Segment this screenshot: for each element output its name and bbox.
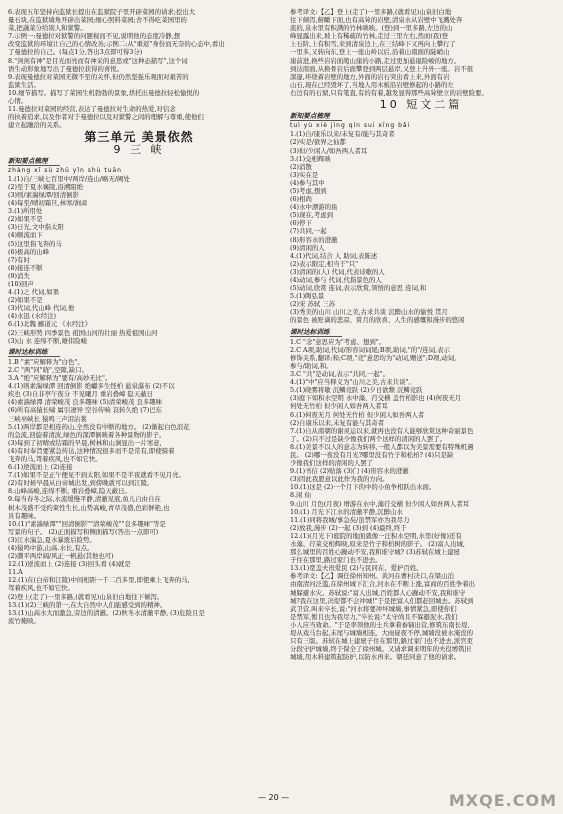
answer-line: (6)相尚 — [290, 195, 312, 204]
answer-line: (9)清闲的人 — [290, 243, 325, 252]
answer-line: 12.(1)(月光下)庭院的地面就像一汪积水空明,水里(好像)还有 — [290, 531, 462, 540]
answer-line: 5.(1)晓雾将歇 沉鳞竞跃 (2)夕日欲颓 沉鳞竞跃 — [290, 386, 423, 395]
text-line: 10.细节描写。描写了菜园生机勃勃的景象,烘托出曼德拉轻松愉悦的 — [8, 88, 200, 97]
answer-line: 修饰关系,翻译;和;C项,"竞"意思均为"动词,赠送";D项,动词, — [290, 353, 457, 362]
text-line: 菜,把蔬菜分给别人和狱警。 — [8, 24, 87, 33]
answer-line: (4)猿鸣中游,山高.水长,有点。 — [8, 544, 94, 552]
answer-line: (8)形容水的澄澈 — [290, 235, 338, 244]
answer-line: 了。(2)只不过是缺少像我们两个这样的清闲的人罢了。 — [290, 434, 447, 443]
text-line: 11.曼德拉对菜园的经营,表达了曼德拉对生命的热爱,对信念 — [8, 105, 176, 114]
watermark-logo: MXQE.COM — [448, 791, 557, 810]
answer-line: (3)但/少闲人/如吾两人者耳 — [290, 146, 368, 155]
answer-line: 那么城里的百姓心躁动不安,我和谁守城? (3)苏轼在城上建屋 — [290, 548, 460, 557]
answer-line: (3)实在是 — [290, 170, 319, 179]
answer-line: (2)至于夏水襄陵,沿溯阻绝 — [8, 182, 83, 191]
answer-line: 1.C "念"意思应为"考虑、想到"。 — [290, 337, 386, 346]
answer-line: (2)消散 — [290, 162, 312, 171]
answer-line: (10)回声 — [8, 280, 34, 288]
answer-line: 3.C "共"是动词,表示"共同,一起"。 — [290, 370, 390, 379]
answer-line: (3)清闲的(人) 代词,代表诗歌的人 — [290, 267, 385, 276]
answer-line: (2)有时候早晨从白帝城出发,到傍晚就可以到江陵。 — [8, 479, 154, 488]
text-line: 右边有的石窟,只有笔直,有的有着,越发显得那些高耸壁立的岩壁险要。 — [290, 88, 488, 97]
answer-line: (3)江水湍急,夏水暴涨后险势。 — [8, 535, 96, 544]
right-column — [290, 8, 552, 661]
text-line: 深邃,环绕着岩壁的地方,外面的岩石突出看上来,外面有岩 — [290, 72, 450, 81]
answer-line: (4)水中漂游的鱼 — [290, 203, 338, 212]
answer-line: (2)放我,漫步 (2)一起 (3)到 (4)最终,终于 — [290, 523, 407, 532]
answer-line: 少像我们这样的清闲的人罢了 — [290, 459, 374, 468]
answer-line: (4)每至/晴初霜旦,林寒/涧肃 — [8, 199, 88, 208]
text-line: 堤从戏马台起,末尾与城墙相连。大雨昼夜不停,城墙没被水淹没的 — [290, 629, 473, 638]
answer-line: 4.(1)之 代词,如果 — [8, 288, 60, 297]
answer-line: (2)三峡形势 四季景色 祖国山河的壮丽 热爱祖国山河 — [8, 328, 158, 337]
answer-line: (7)有时 — [8, 255, 30, 264]
answer-line: (2)表示限定,相当于"只" — [290, 259, 359, 268]
answer-line: 5.(1)两岸都是相连的山,全然没有中断的地方。 (2)渐起白色浪花 — [8, 422, 190, 431]
answer-line: (3)庭下如积水空明 水中藻、荇交横 盖竹柏影也 (4)何夜无月 — [290, 394, 462, 403]
answer-line: 飞奔的马,驾着疾风,也不如它快。 — [8, 454, 102, 463]
answer-line: 写景的句子。 (2)正面描写和侧面描写(答出一点即可) — [8, 527, 159, 536]
text-line: 一里多,又转向东,登上一座山岭以后,沿着山南面的陡峭山 — [290, 48, 450, 57]
answer-line: 2.C "两"同"晓",空隙,缺口。 — [8, 365, 88, 374]
answer-line: 3.A "绝"应解释为"要有/高妙无比"。 — [8, 374, 112, 383]
right-sections — [290, 112, 552, 572]
text-line: 城躲避水灾。苏轼说:"富人出城,百姓都人心躁动不安,我和谁守 — [290, 588, 466, 597]
answer-line: 8.(1)美景不以人的意志为转移,一般人都以为美景需要有特殊机遇 — [290, 442, 474, 451]
answer-line: 10.(1)这是 (2)一个月下的中的小鱼争相跃出水面。 — [290, 483, 436, 492]
text-line: 山石,现在已经毁坏了,当地人用木板沿岩壁修起的小路的左 — [290, 80, 454, 89]
text-line: 由南清河泛滥,在徐州城下汇合,河水在不断上涨,富商的百姓争着出 — [290, 580, 476, 589]
answer-line: (3)山 水 连绵不断,雄伟险峻 — [8, 336, 88, 345]
answer-line: (8)接连不断 — [8, 263, 43, 272]
answer-line: (9)消失 — [8, 271, 30, 280]
answer-line: (5)动词,欣赏 连词,表示欣赏,领悟的意思 连词,和 — [290, 284, 427, 293]
answer-line: (3)日光,文中指太阳 — [8, 223, 64, 232]
text-line: 9.表现曼德拉对菜园无微不至的关怀,但仍然坚强乐观面对艰苦的 — [8, 72, 189, 81]
answer-line: 1.(1)自/三峡七百里中/两岸/连山/略无/阙处 — [8, 174, 130, 183]
text-line: 到达南面,从换骨岩后面攀登到两层悬岸,又登上升外一座。岩不很 — [290, 64, 473, 73]
answer-line: (2)如果不是 — [8, 215, 43, 224]
section-heading: 新知要点梳理 — [290, 112, 342, 121]
text-line: 流的,泉水里有积满的竹林映映。(登)到一里多路,左边的山 — [290, 24, 453, 33]
text-line: 语生动形象地写出了曼德拉获得的喜悦。 — [8, 64, 124, 73]
answer-line: 9.每当春冬之际,水流缓慢平静,清澈见底,鱼儿自由自在 — [8, 495, 161, 504]
left-column — [8, 8, 270, 625]
answer-line: 4.(1)"中"应当释义为"山川之美,古来共谈"。 — [290, 378, 415, 387]
text-line: 参考译文:【乙】登上(走了)一里多路,(就看见)山泉旧白地 — [290, 8, 452, 16]
answer-line: (6)极高的山峰 — [8, 247, 50, 256]
pinyin-line: tuì yù xiè jìng qín sui xīng bǎi — [290, 122, 411, 130]
text-line: 量石块,在监狱墙角开辟出菜园;细心照料菜园;舍不得吃菜园里的 — [8, 16, 187, 25]
answer-line: 民。 (2)哪一夜没有月光?哪里没有竹子和松柏? (4)只是缺 — [290, 450, 454, 459]
text-line: 是禁军,暂且也为我尽力,"卒长说:"太守尚且不躲避泥水,我们 — [290, 612, 458, 621]
answer-line: 9.山川 月色(月夜) 增游在水中,藻荇交横 但少闲人如吾两人者耳 — [290, 499, 469, 508]
answer-line: 水藻、荇菜交相辉映,原来是竹子和柏树的影子。 (2)富人出城, — [290, 540, 465, 548]
answer-line: 8.闲 仙 — [290, 491, 311, 500]
answer-line: 12.(1)在(白帝和江陵)中间相距一千二百多里,即使乘上飞奔的马, — [8, 576, 190, 585]
answer-line: 1.(1)自/康乐以来/未复有/能与其奇者 — [290, 130, 395, 139]
answer-line: 7.(1)自从南朝的谢灵运以来,就再也没有人能够欣赏这种奇丽景色 — [290, 426, 474, 435]
left-sections — [8, 157, 270, 625]
answer-line: (2)登上(走了)一里多路,(就看见)山泉旧白地往下倾泻。 — [8, 592, 164, 601]
text-line: 的执着追求,以及作者对于曼德拉以及对狱警之间的理解与尊重,使他们 — [8, 113, 204, 122]
answer-line: 10.(1) 月光下江水的清澈平静,沉醉山水 — [290, 507, 403, 516]
answer-line: 的急流,回旋着清波,绿色的深潭倒映着各种景物的影子。 — [8, 430, 166, 439]
text-line: 6.表现五年坚持向监狱长提出在监狱院子里开辟菜园的请求;挖出大 — [8, 8, 196, 16]
answer-line: 的景色 被贬谪的悲凉、赏月的欣喜、人生的感慨和漫步的悠闲 — [290, 316, 465, 325]
text-line: 武卫营,叫来卒长,说:"河水将要冲坏城墙,事情紧急,即使你们 — [290, 604, 457, 613]
answer-line: (2)宋 苏轼 三苏 — [290, 300, 336, 309]
section-heading: 课时达标训练 — [290, 328, 342, 337]
answer-line: 1.B "素"应解释为"白色"。 — [8, 357, 84, 366]
answer-line: (3)则/素湍绿潭/回清倒影 — [8, 190, 79, 199]
answer-line: 子住在那里,路过家门也不进去。 — [290, 556, 382, 565]
answer-line: (5)这里指飞奔的马 — [8, 239, 62, 248]
answer-line: 4.(1)代词,结合 人 助词,表陈述 — [290, 251, 378, 260]
text-line: 城?我在这里,决堤都不会冲城!"于是把富人们都赶回城去。苏轼到 — [290, 596, 474, 605]
answer-line: 2.C A项,助词,代词/形容词词尾;B项,助词,"的"/连词,表示 — [290, 345, 450, 354]
answer-line: (4)有时奉旨要紧急传达,这种情况很多而不是常有,即使骑着 — [8, 446, 175, 455]
lesson-title: 9 三 峡 — [113, 142, 165, 156]
answer-line: 具有趣味。 — [8, 511, 40, 520]
answer-line: (3)每到了初晴或结霜的早晨,树林和山涧显出一片寒意, — [8, 438, 162, 447]
answer-line: (5)考虑,想到 — [290, 186, 327, 195]
answer-line: 疾也 (3)自非亭午夜分 不见曦月 重岩叠嶂 隐天蔽日 — [8, 390, 153, 399]
reference-translation-end — [290, 572, 552, 661]
section-heading: 新知要点梳理 — [8, 157, 60, 166]
answer-line: (3)因此我愿意以此作为我的方向。 — [290, 475, 389, 484]
answer-line: (6)所有高猿长啸 属引凄异 空谷传响 哀转久绝 (7)巴东 — [8, 406, 163, 415]
unit-banner: 第三单元 美景依然 — [84, 130, 194, 145]
text-line: 峰显露出来,坡上有稀疏的竹林,走过三里左右,然而(我)登 — [290, 32, 449, 41]
lesson-title: 10 短文二篇 — [379, 98, 463, 112]
answer-line: 13.(1)山高水大而激急,旁边的清澈。(2)秋冬水清澈平静, (3)危险且是 — [8, 608, 205, 617]
answer-line: 三峡巫峡长 猿鸣三声泪沾裳 — [8, 414, 87, 423]
reference-translation — [290, 8, 552, 97]
answer-line: (4)素湍绿潭 清荣峻茂 良多趣味 (5)清荣峻茂 良多趣味 — [8, 398, 163, 407]
answer-line: 流竹掩映。 — [8, 616, 40, 625]
prev-answers — [8, 8, 270, 129]
text-line: 参考译文:【乙】调任徐州知州。黄河在曹村决口,在梁山泊 — [290, 572, 454, 581]
text-line: 城墙,用木料建筑起防护,以防水再来。朝廷同意了他的请求。 — [290, 653, 461, 662]
answer-line: (4)参与其中 — [290, 178, 325, 187]
answer-line: (5)现在,考虑到 — [290, 211, 334, 220]
text-line: 小人应当效命。"于是率领他的士兵拿着畚锸出营,修筑东南长堤, — [290, 620, 470, 629]
text-line: 分段守护城墙,终于保全了徐州城。又请求调来明年的夫役增筑旧 — [290, 645, 471, 654]
text-line: 只有三版。苏轼在城上建屋子住在那里,路过家门也不进去,派官吏 — [290, 637, 473, 646]
answer-line: (4)水迅 (水经注) — [8, 312, 57, 321]
answer-line: 12.(1)逆流而上 (2)连接 (3)回头看 (4)就是 — [8, 560, 131, 569]
answer-line: 8.山峰高峻,连绵不断, 重岩叠嶂,隐天蔽日。 — [8, 487, 131, 496]
answer-line: (3)代词,代山峰 代词,他 — [8, 304, 75, 313]
text-line: 建立起融洽的关系。 — [8, 121, 66, 130]
answer-line: 4.(1)则素湍绿潭 回清倒影 绝巘多生怪柏 悬泉瀑布 (2)不以 — [8, 382, 175, 391]
answer-line: 13.(1)宽盖夫贵爱民 (2)与民同在、爱护百姓。 — [290, 564, 423, 573]
text-line: 了曼德拉的自己。(每点1分,答出3点即可得3分) — [8, 48, 143, 57]
answer-line: 驾着疾风,也不如它快。 — [8, 584, 74, 593]
answer-line: 3.(1)交相辉映 — [290, 154, 331, 163]
answer-line: 11.A — [8, 568, 23, 577]
answer-line: 5.(1)陶弘景 — [290, 292, 325, 301]
answer-line: (6)停下 — [290, 219, 312, 228]
pinyin-line: zhàng xī sù zhǔ yǐn shù tuān — [8, 166, 122, 174]
answer-line: (4)动词,参与 代词,代指景色的人 — [290, 276, 382, 284]
text-line: 往下倾泻,俯瞰下面,也有高耸的岩壁,清泉水从岩壁中飞溅处奔 — [290, 16, 463, 25]
answer-line: 9.(1)书信 (2)贴落 (3)门 (4)形容水的澄澈 — [290, 467, 409, 476]
answer-line: (3)秀美的山川 山川之美,古来共谈 沉醉山水的愉悦 贯月 — [290, 308, 448, 317]
answer-line: 6.(1)何夜无月 何处无竹柏 但少闲人如吾两人者 — [290, 410, 425, 419]
text-line: 改变监狱的环境让自己的心情改善;示例二:从"重返"身份而无奈的心态中,看出 — [8, 40, 225, 49]
answer-line: 参与/助词,和。 — [290, 361, 333, 370]
text-line: 上石阶,上有积雪,来到清泉边上,在三结峰下又再向上攀行了 — [290, 40, 456, 49]
answer-line: (7)共同,一起 — [290, 227, 327, 236]
answer-line: (4)顺流而下 — [8, 231, 43, 240]
answer-line: 13.(1)(2)三峡的第一,在大自然中人们能感受到的精神。 — [8, 600, 167, 609]
answer-line: 3.(1)所用处 — [8, 207, 43, 216]
text-line: 8."剑剑有神"是目光而亮而有神采的意思或"这种态描写",这个词 — [8, 56, 188, 65]
answer-line: 11.(1)同将我城/事急矣/虽禁军亦为我尽力 — [290, 515, 410, 524]
answer-line: (2)实是/欲界之仙都 — [290, 138, 346, 147]
text-line: 监狱生活。 — [8, 80, 40, 89]
answer-line: 7.(1)如果不是正午便见不到太阳,如果不是半夜就看不见月亮。 — [8, 471, 185, 480]
answer-line: 树木茂盛不受约束性生长,山势高峻,青草茂盛,色彩鲜艳,也 — [8, 503, 170, 512]
answer-line: 6.(1)北魏 郦道元 《水经注》 — [8, 320, 92, 329]
section-heading: 课时达标训练 — [8, 348, 60, 357]
answer-line: 10.(1)"素湍绿潭""回清倒影""清荣峻茂""良多趣味"等是 — [8, 519, 166, 528]
text-line: 心情。 — [8, 97, 28, 106]
text-line: 崖前进,换些岩岩面爬山崖的小路,走过更加悬崖险峻的地方。 — [290, 56, 461, 65]
page-number: — 20 — — [258, 793, 290, 802]
answer-line: (2)如果不是 — [8, 296, 43, 305]
text-line: 7.示例一:曼德拉对狱警的问题视而不见,说明他的态度冷静,想 — [8, 32, 181, 41]
answer-line: 何处无竹柏 但少闲人如吾两人者耳 — [290, 402, 388, 411]
answer-line: (2)自康乐以来,未复有能与其奇者 — [290, 418, 385, 427]
answer-line: (2)潮平两岸阔/风正一帆悬(其他也可) — [8, 552, 114, 561]
answer-line: 6.(1)逆流而上 (2)连接 — [8, 463, 73, 472]
